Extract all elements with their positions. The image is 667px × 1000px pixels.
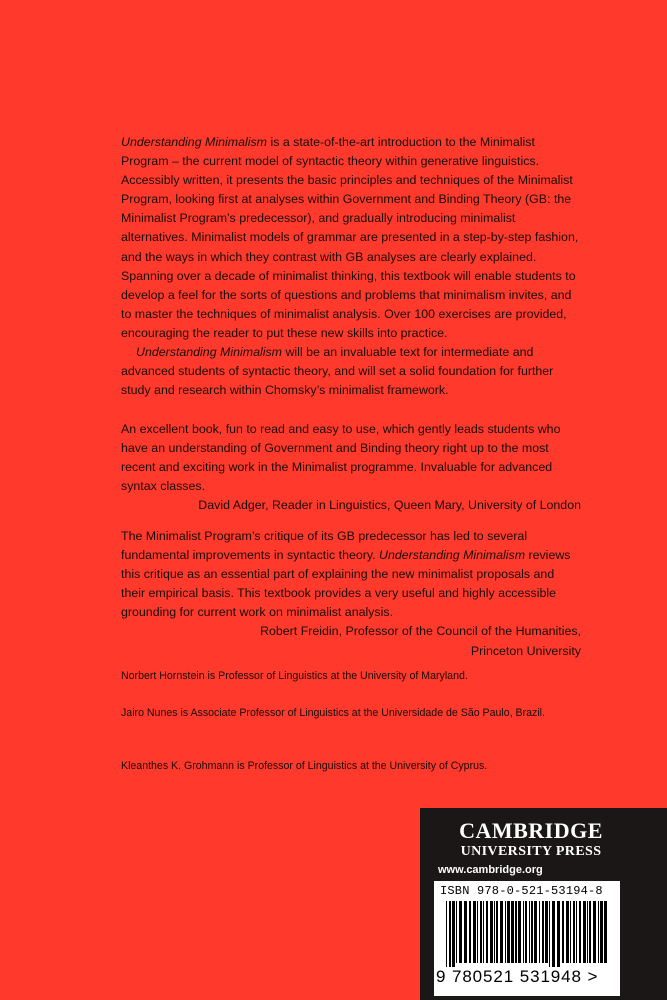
barcode-bar — [589, 901, 591, 963]
quote-attribution: Robert Freidin, Professor of the Council of the Humanities, — [260, 624, 581, 639]
publisher-logo-name: CAMBRIDGE — [459, 818, 603, 843]
publisher-website: www.cambridge.org — [438, 864, 543, 876]
author-bio-grohmann: Kleanthes K. Grohmann is Professor of Linguistics at the University of Cyprus. — [121, 760, 488, 772]
book-title-italic: Understanding Minimalism — [136, 345, 282, 360]
barcode-bar — [459, 901, 462, 963]
barcode-bar — [545, 901, 548, 963]
isbn-number: ISBN 978-0-521-53194-8 — [440, 884, 603, 898]
barcode-bar — [562, 901, 564, 963]
publisher-logo-subtitle: UNIVERSITY PRESS — [460, 844, 602, 859]
barcode-bar — [604, 901, 607, 963]
barcode-bar — [557, 901, 560, 967]
barcode-bar — [496, 901, 498, 963]
quote-attribution-affiliation: Princeton University — [470, 643, 581, 658]
barcode-bar — [523, 901, 524, 963]
description — [121, 133, 581, 400]
barcode-bar — [529, 901, 530, 963]
barcode-bar — [587, 901, 588, 963]
publisher-imprint — [420, 808, 667, 1000]
barcode-bar — [505, 901, 506, 963]
barcode-bar — [500, 901, 503, 963]
barcode-bar — [456, 901, 457, 963]
quote-attribution: David Adger, Reader in Linguistics, Queen Mary, University of London — [198, 498, 581, 513]
barcode-bar — [549, 901, 550, 967]
barcode-bar — [600, 901, 603, 963]
barcode-bar — [552, 901, 555, 967]
review-quote-freidin: The Minimalist Program’s critique of its GB predecessor has led to several fundamental improvements in syntactic theory. Understanding Minimalism reviews this critique as an essential part of explaining the new minimalist proposals and their empirical basis. This textbook provides a very useful and highly accessible grounding for current work on minimalist analysis. Robert Freidin, Professor of the Council of the Humanities, Princeton University — [121, 527, 581, 661]
barcode-bar — [452, 901, 455, 967]
barcode-bar — [480, 901, 482, 963]
description-paragraph-1: Understanding Minimalism is a state-of-the-art introduction to the Minimalist Program – the current model of syntactic theory within generative linguistics. Accessibly written, it presents the basic principles and techniques of the Minimalist Program, looking first at analyses within Government and Binding Theory (GB: the Minimalist Program’s predecessor), and gradually introducing minimalist alternatives. Minimalist models of grammar are presented in a step-by-step fashion, and the ways in which they contrast with GB analyses are clearly explained. Spanning over a decade of minimalist thinking, this textbook will enable students to develop a feel for the sorts of questions and problems that minimalism invites, and to master the techniques of minimalist analysis. Over 100 exercises are provided, encouraging the reader to put these new skills into practice. — [121, 135, 579, 340]
barcode-bar — [570, 901, 571, 963]
barcode-icon — [444, 901, 610, 967]
barcode-bar — [583, 901, 586, 963]
barcode-bar — [490, 901, 493, 963]
barcode-bar — [446, 901, 447, 967]
barcode-bar — [469, 901, 471, 963]
barcode-bar — [449, 901, 451, 967]
barcode-bar — [477, 901, 478, 963]
barcode-bar — [525, 901, 527, 963]
barcode-digits: 9 780521 531948 > — [436, 967, 599, 986]
barcode-bar — [507, 901, 510, 963]
barcode-bar — [593, 901, 596, 963]
barcode-bar — [518, 901, 521, 963]
barcode-bar — [534, 901, 537, 963]
author-bio-hornstein: Norbert Hornstein is Professor of Linguistics at the University of Maryland. — [121, 670, 468, 682]
barcode-bar — [486, 901, 488, 963]
author-bio-nunes: Jairo Nunes is Associate Professor of Linguistics at the Universidade de São Paulo, Brazil. — [121, 707, 545, 719]
barcode-bar — [566, 901, 569, 963]
barcode-panel — [434, 881, 620, 996]
barcode-bar — [579, 901, 581, 963]
barcode-bar — [464, 901, 467, 963]
description-paragraph-2: Understanding Minimalism will be an invaluable text for intermediate and advanced students of syntactic theory, and will set a solid foundation for further study and research within Chomsky’s minimalist framework. — [121, 345, 554, 398]
barcode-bar — [542, 901, 544, 963]
barcode-bar — [511, 901, 514, 963]
barcode-bar — [473, 901, 476, 963]
barcode-bar — [494, 901, 495, 963]
barcode-bar — [573, 901, 575, 963]
book-title-italic: Understanding Minimalism — [121, 135, 267, 149]
review-quote-adger: An excellent book, fun to read and easy to use, which gently leads students who have an understanding of Government and Binding theory right up to the most recent and exciting work in the Minimalist programme. Invaluable for advanced syntax classes. David Adger, Reader in Linguistics, Queen Mary, University of London — [121, 420, 581, 515]
barcode-bar — [515, 901, 517, 963]
barcode-bar — [539, 901, 540, 963]
barcode-bar — [531, 901, 533, 963]
barcode-bar — [576, 901, 577, 963]
barcode-bar — [598, 901, 599, 963]
barcode-bar — [483, 901, 484, 963]
